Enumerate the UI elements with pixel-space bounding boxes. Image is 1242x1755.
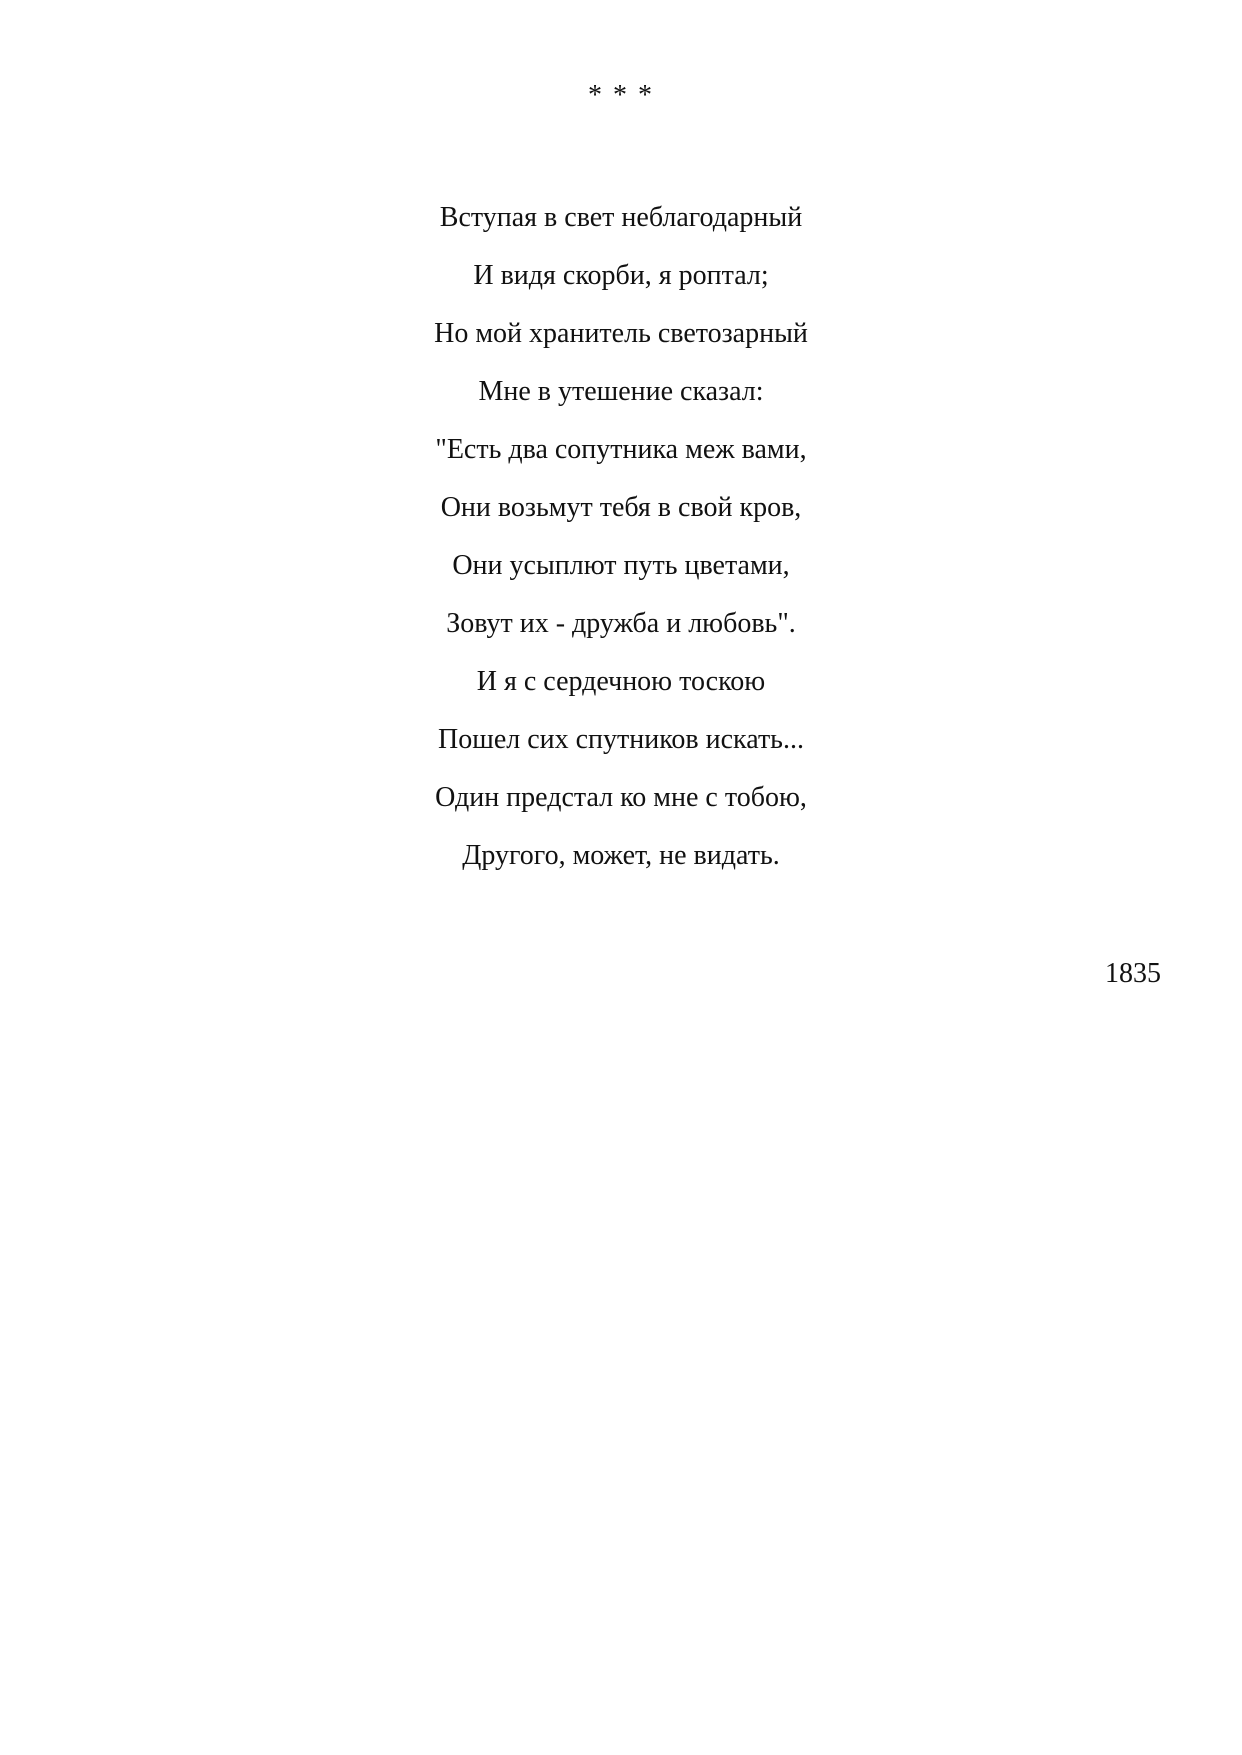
poem-body [0, 198, 1242, 894]
poem-line: Пошел сих спутников искать... [438, 724, 804, 755]
poem-line: Зовут их - дружба и любовь". [446, 608, 796, 639]
section-separator: * * * [588, 80, 654, 111]
poem-line: И видя скорби, я роптал; [473, 260, 769, 291]
poem-line: Один предстал ко мне с тобою, [435, 782, 807, 813]
poem-line: Мне в утешение сказал: [478, 376, 764, 407]
poem-line: Другого, может, не видать. [462, 840, 780, 871]
poem-line: "Есть два сопутника меж вами, [435, 434, 807, 465]
poem-line: Они возьмут тебя в свой кров, [440, 492, 802, 523]
poem-line: Вступая в свет неблагодарный [439, 202, 803, 233]
poem-year: 1835 [1105, 958, 1161, 989]
poem-line: Они усыплют путь цветами, [452, 550, 790, 581]
poem-line: Но мой хранитель светозарный [434, 318, 808, 349]
poem-line: И я с сердечною тоскою [476, 666, 766, 697]
